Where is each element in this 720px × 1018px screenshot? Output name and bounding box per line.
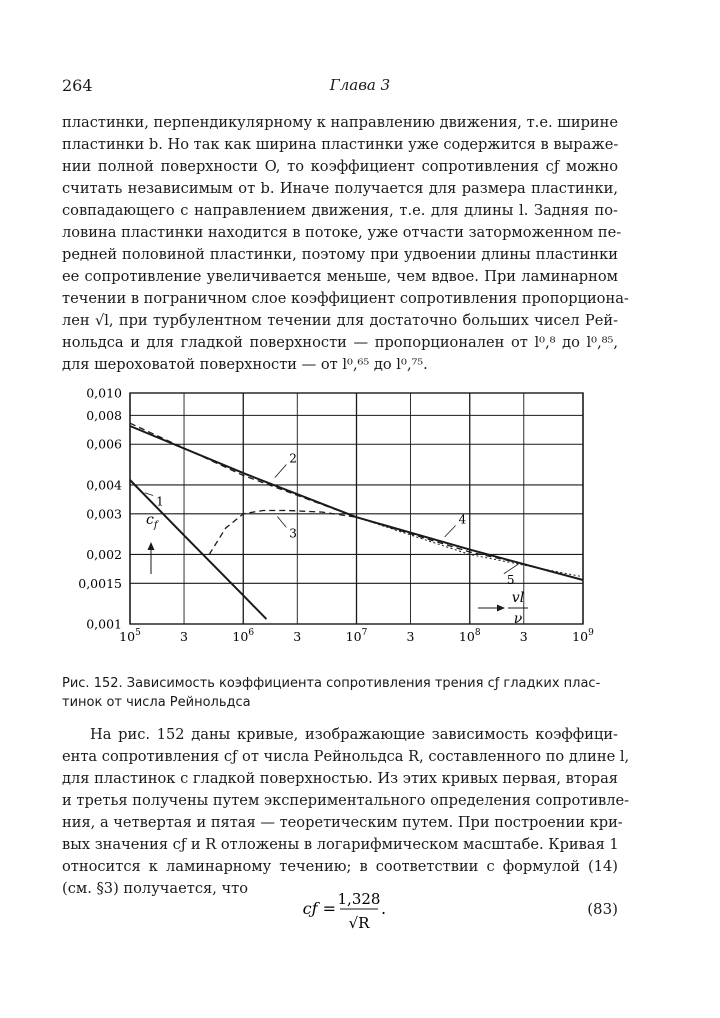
caption-line: Рис. 152. Зависимость коэффициента сопротивления трения cƒ гладких плас- [62,676,601,691]
y-tick-label: 0,0015 [78,575,122,591]
running-head: Глава 3 [329,76,391,94]
x-tick-label: $10^8$ [458,628,481,644]
figure-152-chart [0,378,720,668]
text-line: относится к ламинарному течению; в соответствии с формулой (14) [62,858,618,875]
x-tick-label: 3 [293,629,302,644]
text-line: течении в пограничном слое коэффициент сопротивления пропорциона- [62,290,629,307]
x-tick-label: 3 [406,629,415,644]
formula-tail: . [381,899,387,918]
page-number: 264 [62,76,93,95]
x-tick-label: 3 [180,629,189,644]
text-line: нольдса и для гладкой поверхности — пропорционален от l⁰‚⁸ до l⁰‚⁸⁵, [62,334,618,351]
text-line: вых значения cƒ и R отложены в логарифмическом масштабе. Кривая 1 [62,836,619,853]
text-line: пластинки, перпендикулярному к направлению движения, т.е. ширине [62,114,618,131]
caption-line: тинок от числа Рейнольдса [62,695,251,710]
y-tick-label: 0,004 [86,477,122,493]
text-line: для пластинок с гладкой поверхностью. Из этих кривых первая, вторая [62,770,618,787]
text-line: и третья получены путем экспериментального определения сопротивле- [62,792,630,809]
leader-line [277,516,286,527]
x-axis-label-den: ν [513,611,523,627]
y-axis-label: $c_f$ [146,512,158,531]
text-line: для шероховатой поверхности — от l⁰‚⁶⁵ до l⁰‚⁷⁵. [62,356,428,373]
y-tick-label: 0,003 [86,506,122,522]
paragraph-1 [62,112,629,376]
formula-denominator: √R [348,914,370,932]
formula-numerator: 1,328 [337,890,381,908]
y-axis-arrowhead [148,542,155,550]
x-tick-label: $10^7$ [345,628,368,644]
y-tick-label: 0,010 [86,385,122,401]
text-line: На рис. 152 даны кривые, изображающие зависимость коэффици- [90,726,618,743]
curve-label: 3 [289,526,297,541]
text-line: совпадающего с направлением движения, т.е. для длины l. Задняя по- [62,202,618,219]
curve-label: 4 [458,512,467,527]
text-line: редней половиной пластинки, поэтому при удвоении длины пластинки [62,246,618,263]
text-line: пластинки b. Но так как ширина пластинки уже содержится в выраже- [62,136,619,153]
paragraph-2 [62,724,630,900]
leader-line [445,525,456,537]
text-line: ловина пластинки находится в потоке, уже отчасти заторможенном пе- [62,224,622,241]
y-tick-label: 0,001 [86,616,122,632]
x-axis-label-num: vl [511,590,525,606]
figure-caption [62,674,618,712]
formula-lhs: cƒ = [302,899,336,918]
chart-labels [145,452,528,627]
curve-label: 2 [289,451,297,466]
text-line: ента сопротивления cƒ от числа Рейнольдса R, составленного по длине l, [62,748,630,765]
y-tick-label: 0,006 [86,436,122,452]
x-axis-arrowhead [497,605,505,612]
curve-3 [209,511,356,555]
text-line: ния, а четвертая и пятая — теоретическим путем. При построении кри- [62,814,623,831]
text-line: лен √l, при турбулентном течении для достаточно больших чисел Рей- [62,312,618,329]
y-tick-label: 0,008 [86,407,122,423]
x-tick-label: $10^9$ [572,628,594,644]
x-tick-label: 3 [519,629,528,644]
curve-label: 1 [156,494,164,509]
x-tick-label: $10^6$ [232,628,255,644]
equation-number: (83) [587,900,618,918]
text-line: ее сопротивление увеличивается меньше, чем вдвое. При ламинарном [62,268,618,285]
leader-line [275,465,286,478]
y-tick-label: 0,002 [86,546,122,562]
text-line: считать независимым от b. Иначе получается для размера пластинки, [62,180,618,197]
text-line: (см. §3) получается, что [62,880,249,897]
curve-label: 5 [506,572,515,587]
text-line: нии полной поверхности O, то коэффициент сопротивления cƒ можно [62,158,618,175]
x-tick-label: $10^5$ [119,628,141,644]
